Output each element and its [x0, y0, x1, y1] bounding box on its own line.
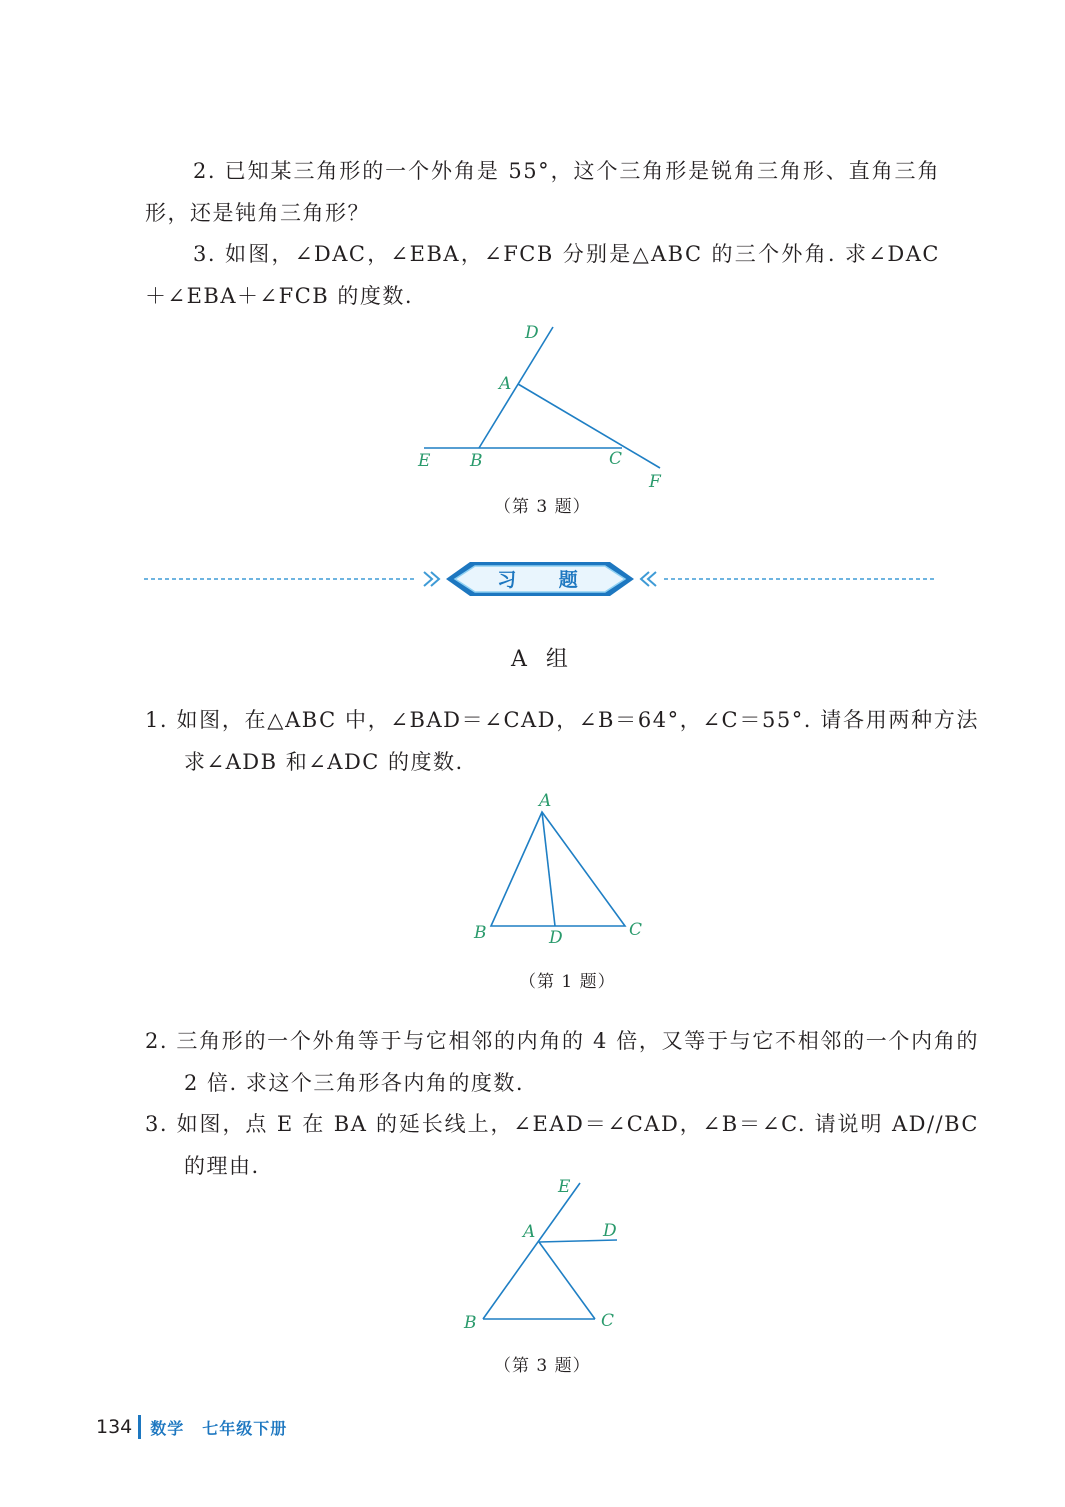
book-title: [150, 1416, 287, 1439]
exercise-3-top: [145, 233, 940, 317]
group-title: A 组: [511, 647, 574, 672]
exercise-a1: [145, 699, 979, 783]
exercise-number: 2.: [145, 1029, 169, 1053]
line-bd: [479, 327, 553, 448]
label-b: B: [470, 451, 483, 471]
label-b: B: [474, 923, 487, 943]
label-c: C: [609, 449, 623, 469]
exercise-number: 3.: [145, 1112, 169, 1136]
exercise-text: 如图，在△ABC 中，∠BAD＝∠CAD，∠B＝64°，∠C＝55°. 请各用两种方法求∠ADB 和∠ADC 的度数.: [176, 708, 980, 774]
figure-caption: （第 3 题）: [494, 497, 591, 517]
label-c: C: [629, 920, 643, 940]
figure-exterior-angles: [400, 315, 680, 495]
label-f: F: [649, 472, 661, 492]
line-ac: [539, 1242, 595, 1319]
figure-caption: （第 1 题）: [519, 972, 616, 992]
page-footer: [96, 1412, 287, 1442]
exercise-number: 3.: [193, 242, 217, 266]
exercise-a2: [145, 1020, 979, 1104]
label-c: C: [601, 1311, 615, 1331]
label-d: D: [549, 928, 563, 948]
figure-parallel: [455, 1170, 635, 1340]
label-a: A: [539, 791, 552, 811]
footer-divider: [138, 1415, 141, 1439]
exercise-number: 2.: [193, 159, 217, 183]
line-ad: [542, 812, 555, 926]
label-d: D: [603, 1221, 617, 1241]
label-b: B: [464, 1313, 477, 1333]
line-be: [483, 1183, 580, 1319]
label-e: E: [558, 1177, 571, 1197]
label-e: E: [418, 451, 431, 471]
exercise-2-top: [145, 150, 940, 234]
label-d: D: [525, 323, 539, 343]
book-volume: 七年级下册: [202, 1418, 288, 1438]
page-number: 134: [96, 1416, 133, 1438]
book-subject: 数学: [150, 1418, 185, 1438]
line-af: [518, 384, 660, 468]
exercise-number: 1.: [145, 708, 169, 732]
exercise-text: 三角形的一个外角等于与它相邻的内角的 4 倍，又等于与它不相邻的一个内角的 2 倍. 求这个三角形各内角的度数.: [176, 1029, 979, 1095]
figure-triangle-bisector: [465, 788, 665, 963]
exercise-text: 如图，点 E 在 BA 的延长线上，∠EAD＝∠CAD，∠B＝∠C. 请说明 AD//BC 的理由.: [176, 1112, 979, 1178]
triangle-abc: [491, 812, 625, 926]
label-a: A: [523, 1222, 536, 1242]
exercise-text: 已知某三角形的一个外角是 55°，这个三角形是锐角三角形、直角三角形，还是钝角三角形？: [145, 159, 940, 225]
label-a: A: [499, 374, 512, 394]
exercise-text: 如图，∠DAC，∠EBA，∠FCB 分别是△ABC 的三个外角. 求∠DAC＋∠EBA＋∠FCB 的度数.: [145, 242, 940, 308]
section-title: 习 题: [497, 569, 596, 591]
figure-caption: （第 3 题）: [494, 1356, 591, 1376]
